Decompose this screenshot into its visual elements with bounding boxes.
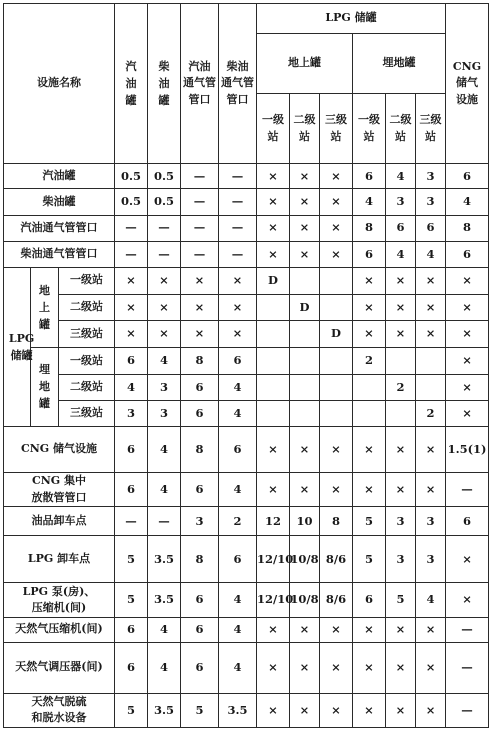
table-cell <box>290 320 320 347</box>
table-cell <box>320 267 353 294</box>
table-cell: — <box>148 507 181 536</box>
table-cell: × <box>446 267 489 294</box>
table-cell: — <box>219 164 257 189</box>
table-cell: × <box>257 189 290 215</box>
table-cell: 4 <box>416 583 446 617</box>
table-cell: D <box>257 267 290 294</box>
table-cell: × <box>386 642 416 693</box>
table-cell: 0.5 <box>115 189 148 215</box>
group-above-ground-text: 地上罐 <box>39 283 50 331</box>
group-lpg-tank-text: LPG储罐 <box>8 331 35 362</box>
header-level-0-line: 站 <box>267 129 279 143</box>
table-cell: × <box>290 642 320 693</box>
header-gasoline-vent-line: 管口 <box>188 92 211 106</box>
table-cell: 5 <box>115 583 148 617</box>
table-cell <box>257 374 290 400</box>
table-cell: × <box>257 215 290 241</box>
header-cng-storage-line: 设施 <box>456 92 479 106</box>
table-cell: × <box>257 642 290 693</box>
header-level-2-line: 三级 <box>325 113 347 127</box>
table-cell <box>290 347 320 374</box>
table-cell <box>320 374 353 400</box>
table-cell: × <box>353 617 386 642</box>
table-cell: — <box>219 215 257 241</box>
row-name-line: 放散管管口 <box>31 490 87 504</box>
table-cell: — <box>115 215 148 241</box>
table-cell: × <box>386 473 416 507</box>
table-cell: 4 <box>416 241 446 267</box>
table-cell: — <box>181 241 219 267</box>
table-cell: × <box>115 320 148 347</box>
table-cell: — <box>115 507 148 536</box>
table-cell: — <box>446 473 489 507</box>
table-cell: 3 <box>181 507 219 536</box>
row-name <box>59 400 115 426</box>
header-level-3-line: 站 <box>363 129 375 143</box>
header-level-3-line: 一级 <box>358 113 380 127</box>
table-cell <box>290 267 320 294</box>
row-name-line: CNG 储气设施 <box>20 442 98 456</box>
table-cell: — <box>181 189 219 215</box>
table-cell: 3.5 <box>148 693 181 727</box>
table-cell: × <box>320 427 353 473</box>
row-name-line: CNG 集中 <box>31 474 87 488</box>
table-cell: — <box>219 241 257 267</box>
table-cell: × <box>290 189 320 215</box>
header-level-3 <box>353 94 386 164</box>
header-diesel-tank <box>148 4 181 164</box>
table-cell: — <box>148 241 181 267</box>
row-name <box>4 473 115 507</box>
table-cell: 4 <box>219 583 257 617</box>
row-name <box>59 294 115 320</box>
table-cell: × <box>320 693 353 727</box>
header-level-5 <box>416 94 446 164</box>
row-name-line: 油品卸车点 <box>31 514 87 528</box>
table-cell: × <box>320 642 353 693</box>
table-cell: × <box>181 320 219 347</box>
header-level-0 <box>257 94 290 164</box>
row-name <box>4 536 115 583</box>
table-cell: × <box>290 164 320 189</box>
table-cell <box>416 347 446 374</box>
table-cell: 6 <box>115 473 148 507</box>
table-cell: 8 <box>353 215 386 241</box>
table-cell: 8/6 <box>320 536 353 583</box>
table-cell: D <box>290 294 320 320</box>
table-cell: 0.5 <box>148 164 181 189</box>
table-cell: 6 <box>353 583 386 617</box>
table-cell: 8 <box>181 347 219 374</box>
table-cell: 4 <box>148 427 181 473</box>
table-cell: — <box>148 215 181 241</box>
table-cell: 3.5 <box>148 536 181 583</box>
header-level-4-line: 站 <box>395 129 406 143</box>
row-name <box>4 189 115 215</box>
table-cell <box>320 400 353 426</box>
table-cell <box>257 320 290 347</box>
table-cell: × <box>290 241 320 267</box>
table-cell: 12/10 <box>257 536 290 583</box>
table-cell: × <box>148 294 181 320</box>
table-cell: × <box>257 164 290 189</box>
table-cell <box>353 374 386 400</box>
table-cell: 6 <box>181 617 219 642</box>
table-cell: 3 <box>386 507 416 536</box>
table-cell: 4 <box>219 374 257 400</box>
table-cell: 5 <box>353 536 386 583</box>
table-cell <box>290 400 320 426</box>
table-cell: 0.5 <box>148 189 181 215</box>
header-gasoline-vent-line: 通气管 <box>183 76 216 90</box>
row-name <box>4 241 115 267</box>
header-level-2-line: 站 <box>330 129 342 143</box>
table-cell: × <box>148 267 181 294</box>
table-cell: 4 <box>446 189 489 215</box>
row-name <box>4 583 115 617</box>
table-cell: 8 <box>320 507 353 536</box>
table-cell: 3.5 <box>148 583 181 617</box>
table-cell: 3 <box>416 536 446 583</box>
table-cell: × <box>320 164 353 189</box>
header-diesel-vent <box>219 4 257 164</box>
table-cell: 2 <box>353 347 386 374</box>
table-cell: 4 <box>148 473 181 507</box>
table-cell: 6 <box>219 536 257 583</box>
table-cell: 2 <box>416 400 446 426</box>
table-cell: 3.5 <box>219 693 257 727</box>
table-cell <box>290 374 320 400</box>
header-gasoline-vent-line: 汽油 <box>188 59 211 73</box>
table-cell: 4 <box>219 400 257 426</box>
row-name <box>4 164 115 189</box>
table-cell: 1.5(1) <box>446 427 489 473</box>
table-cell: — <box>219 189 257 215</box>
table-cell: × <box>386 294 416 320</box>
table-cell: × <box>353 294 386 320</box>
table-cell: × <box>290 693 320 727</box>
table-cell: 8 <box>181 536 219 583</box>
table-cell: × <box>416 473 446 507</box>
row-name-line: 天然气脱硫 <box>31 694 87 708</box>
table-cell: 6 <box>353 241 386 267</box>
table-cell: × <box>290 215 320 241</box>
table-cell: × <box>115 294 148 320</box>
table-cell: × <box>219 267 257 294</box>
table-cell: 12/10 <box>257 583 290 617</box>
table-cell <box>320 347 353 374</box>
header-cng-storage-line: CNG <box>452 59 482 73</box>
table-cell: × <box>257 473 290 507</box>
table-cell: 12 <box>257 507 290 536</box>
table-cell: — <box>181 164 219 189</box>
table-cell <box>416 374 446 400</box>
table-cell: × <box>290 617 320 642</box>
table-cell: × <box>386 320 416 347</box>
header-level-1-line: 站 <box>299 129 310 143</box>
table-cell: × <box>320 617 353 642</box>
row-name-line: 柴油通气管管口 <box>20 246 98 260</box>
table-cell: × <box>219 294 257 320</box>
row-name <box>4 617 115 642</box>
table-cell: 4 <box>386 164 416 189</box>
table-cell: 10 <box>290 507 320 536</box>
table-cell: 8/6 <box>320 583 353 617</box>
table-cell: × <box>353 693 386 727</box>
table-cell: 10/8 <box>290 536 320 583</box>
table-cell: × <box>257 427 290 473</box>
table-cell: 5 <box>115 693 148 727</box>
table-cell: × <box>353 427 386 473</box>
row-name <box>59 320 115 347</box>
table-cell: 4 <box>148 642 181 693</box>
table-cell: × <box>446 294 489 320</box>
table-cell: 2 <box>219 507 257 536</box>
table-cell: 3 <box>148 374 181 400</box>
table-cell: 6 <box>115 617 148 642</box>
table-cell: 4 <box>115 374 148 400</box>
table-cell: × <box>257 241 290 267</box>
table-cell: × <box>290 473 320 507</box>
table-cell: 3 <box>386 536 416 583</box>
table-cell: 5 <box>386 583 416 617</box>
table-cell: 4 <box>353 189 386 215</box>
table-cell: 5 <box>115 536 148 583</box>
table-cell: 3 <box>148 400 181 426</box>
table-cell: 6 <box>446 241 489 267</box>
table-cell: 8 <box>446 215 489 241</box>
table-cell: × <box>219 320 257 347</box>
header-gasoline-tank-text: 汽油罐 <box>125 60 137 108</box>
table-cell: × <box>320 241 353 267</box>
table-cell: 6 <box>219 347 257 374</box>
table-cell <box>257 347 290 374</box>
table-cell: 6 <box>181 400 219 426</box>
row-name <box>59 267 115 294</box>
row-name-line: 一级站 <box>70 273 103 287</box>
table-cell: × <box>446 347 489 374</box>
table-cell: × <box>386 693 416 727</box>
header-diesel-vent-line: 管口 <box>226 92 249 106</box>
table-cell: 6 <box>115 347 148 374</box>
table-cell: × <box>181 294 219 320</box>
separation-distance-table <box>3 3 489 728</box>
row-name <box>4 427 115 473</box>
row-name-line: 二级站 <box>70 300 103 314</box>
table-cell <box>353 400 386 426</box>
table-cell <box>386 400 416 426</box>
row-name-line: 汽油通气管管口 <box>20 220 98 234</box>
header-underground: 埋地罐 <box>353 34 446 94</box>
table-cell: × <box>416 294 446 320</box>
row-name-line: 二级站 <box>70 380 103 394</box>
group-lpg-tank <box>4 267 35 426</box>
table-cell: 6 <box>181 642 219 693</box>
table-cell: 6 <box>416 215 446 241</box>
table-cell: 4 <box>386 241 416 267</box>
table-cell: 4 <box>219 617 257 642</box>
table-cell: 3 <box>115 400 148 426</box>
header-diesel-vent-line: 通气管 <box>221 76 254 90</box>
table-cell: × <box>416 617 446 642</box>
table-cell: × <box>416 642 446 693</box>
row-name-line: 天然气压缩机(间) <box>15 622 103 636</box>
row-name <box>4 215 115 241</box>
row-name-line: 天然气调压器(间) <box>15 660 103 674</box>
table-cell: × <box>416 267 446 294</box>
table-cell: 4 <box>148 347 181 374</box>
row-name-line: LPG 泵(房)、 <box>22 584 96 598</box>
table-cell: 2 <box>386 374 416 400</box>
header-level-1-line: 二级 <box>293 113 316 127</box>
table-cell <box>320 294 353 320</box>
row-name <box>4 507 115 536</box>
table-cell: × <box>257 693 290 727</box>
table-cell: × <box>148 320 181 347</box>
table-cell: 6 <box>219 427 257 473</box>
row-name-line: 柴油罐 <box>42 194 76 208</box>
header-lpg-tank: LPG 储罐 <box>257 4 446 34</box>
header-level-4-line: 二级 <box>389 113 412 127</box>
table-cell: × <box>386 267 416 294</box>
header-gasoline-vent <box>181 4 219 164</box>
table-cell: 6 <box>181 374 219 400</box>
table-cell <box>386 347 416 374</box>
table-cell: 6 <box>446 507 489 536</box>
table-cell: × <box>353 267 386 294</box>
table-cell: — <box>181 215 219 241</box>
table-cell: × <box>320 215 353 241</box>
row-name-line: 一级站 <box>70 353 103 367</box>
table-cell: × <box>353 642 386 693</box>
table-cell: × <box>416 320 446 347</box>
table-cell: × <box>416 427 446 473</box>
header-facility-name: 设施名称 <box>4 4 115 164</box>
table-cell: × <box>181 267 219 294</box>
table-cell: 3 <box>416 507 446 536</box>
row-name-line: 压缩机(间) <box>31 601 87 615</box>
row-name <box>4 642 115 693</box>
group-underground-text: 埋地罐 <box>39 363 50 411</box>
table-cell: × <box>446 536 489 583</box>
table-cell: × <box>320 473 353 507</box>
header-level-5-line: 三级 <box>419 113 442 127</box>
table-cell: 8 <box>181 427 219 473</box>
table-cell: 6 <box>353 164 386 189</box>
table-cell: 6 <box>115 427 148 473</box>
header-diesel-tank-text: 柴油罐 <box>158 60 170 108</box>
table-cell: 0.5 <box>115 164 148 189</box>
row-name-line: 三级站 <box>70 326 103 340</box>
table-cell: × <box>353 473 386 507</box>
row-name-line: LPG 卸车点 <box>27 552 91 566</box>
table-cell: 6 <box>446 164 489 189</box>
header-level-5-line: 站 <box>425 129 436 143</box>
table-cell: 4 <box>219 642 257 693</box>
table-cell: × <box>446 400 489 426</box>
table-cell <box>257 294 290 320</box>
row-name <box>59 347 115 374</box>
row-name <box>59 374 115 400</box>
table-cell: × <box>115 267 148 294</box>
table-cell: — <box>446 693 489 727</box>
table-cell: 3 <box>416 189 446 215</box>
header-level-2 <box>320 94 353 164</box>
table-cell: 6 <box>115 642 148 693</box>
table-cell: — <box>115 241 148 267</box>
table-cell: — <box>446 642 489 693</box>
table-cell: × <box>320 189 353 215</box>
header-gasoline-tank <box>115 4 148 164</box>
table-cell: × <box>416 693 446 727</box>
table-cell: 4 <box>148 617 181 642</box>
table-cell: × <box>386 427 416 473</box>
table-cell: D <box>320 320 353 347</box>
table-cell: × <box>446 320 489 347</box>
header-level-4 <box>386 94 416 164</box>
table-cell: × <box>257 617 290 642</box>
table-cell: × <box>386 617 416 642</box>
table-cell <box>257 400 290 426</box>
row-name-line: 汽油罐 <box>42 169 76 183</box>
header-level-1 <box>290 94 320 164</box>
header-cng-storage <box>446 4 489 164</box>
table-cell: 6 <box>181 473 219 507</box>
header-level-0-line: 一级 <box>262 113 284 127</box>
header-cng-storage-line: 储气 <box>456 76 479 90</box>
table-cell: 3 <box>416 164 446 189</box>
table-cell: × <box>446 374 489 400</box>
table-cell: — <box>446 617 489 642</box>
table-cell: × <box>353 320 386 347</box>
table-cell: 6 <box>181 583 219 617</box>
table-cell: 5 <box>181 693 219 727</box>
table-cell: 4 <box>219 473 257 507</box>
header-diesel-vent-line: 柴油 <box>226 59 249 73</box>
table-cell: 5 <box>353 507 386 536</box>
table-cell: 3 <box>386 189 416 215</box>
table-cell: 6 <box>386 215 416 241</box>
row-name-line: 和脱水设备 <box>31 711 87 725</box>
row-name <box>4 693 115 727</box>
table-cell: × <box>290 427 320 473</box>
header-above-ground: 地上罐 <box>257 34 353 94</box>
table-cell: × <box>446 583 489 617</box>
row-name-line: 三级站 <box>70 406 103 420</box>
table-cell: 10/8 <box>290 583 320 617</box>
